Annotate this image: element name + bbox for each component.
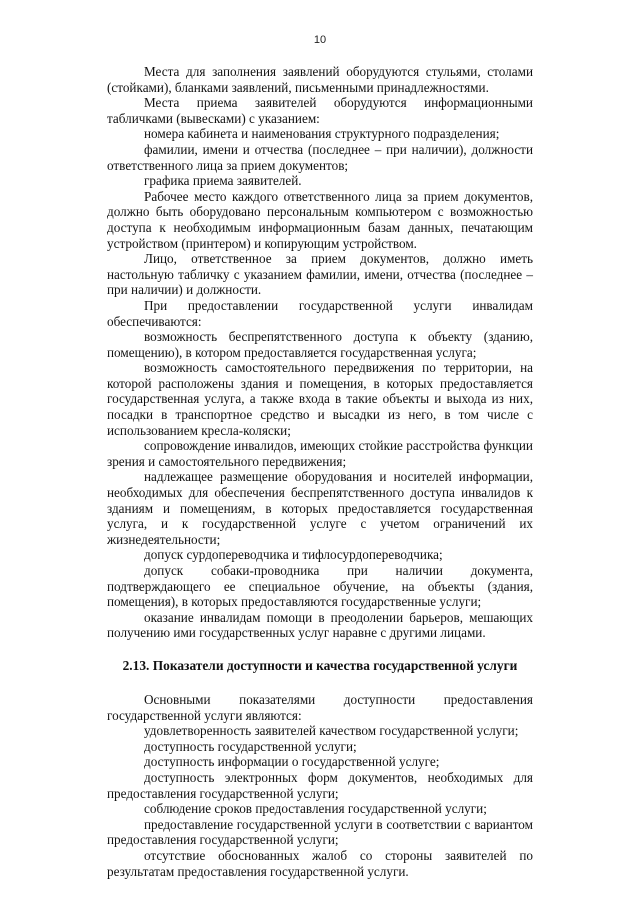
- paragraph: доступность государственной услуги;: [144, 738, 357, 754]
- paragraph: удовлетворенность заявителей качеством государственной услуги;: [144, 723, 519, 739]
- paragraph: возможность беспрепятственного доступа к объекту (зданию, помещению), в котором предоставляется государственная услуга;: [107, 329, 533, 360]
- paragraph: Места приема заявителей оборудуются информационными табличками (вывесками) с указанием:: [107, 95, 533, 126]
- page-number: 10: [313, 34, 327, 46]
- paragraph: Основными показателями доступности предоставления государственной услуги являются:: [107, 691, 533, 723]
- paragraph: сопровождение инвалидов, имеющих стойкие расстройства функции зрения и самостоятельного передвижения;: [107, 438, 533, 469]
- section-heading: 2.13. Показатели доступности и качества государственной услуги: [122, 657, 518, 673]
- paragraph: допуск собаки-проводника при наличии документа, подтверждающего ее специальное обучение, на объекты (здания, помещения), в которых предоставляются государственные услуги;: [107, 563, 533, 610]
- paragraph: допуск сурдопереводчика и тифлосурдопереводчика;: [144, 547, 443, 563]
- paragraph: соблюдение сроков предоставления государственной услуги;: [144, 801, 487, 817]
- document-body: [107, 64, 533, 879]
- paragraph: доступность электронных форм документов, необходимых для предоставления государственной услуги;: [107, 769, 533, 801]
- paragraph: графика приема заявителей.: [144, 173, 302, 189]
- paragraph: Лицо, ответственное за прием документов, должно иметь настольную табличку с указанием фамилии, имени, отчества (последнее – при наличии) и должности.: [107, 251, 533, 298]
- paragraph: оказание инвалидам помощи в преодолении барьеров, мешающих получению ими государственных услуг наравне с другими лицами.: [107, 609, 533, 641]
- paragraph: отсутствие обоснованных жалоб со стороны заявителей по результатам предоставления государственной услуги.: [107, 847, 533, 879]
- paragraph: фамилии, имени и отчества (последнее – при наличии), должности ответственного лица за прием документов;: [107, 141, 533, 173]
- paragraph: Рабочее место каждого ответственного лица за прием документов, должно быть оборудовано персональным компьютером с возможностью доступа к необходимым информационным базам данных, печатающим устройством (принтером) и копирующим устройством.: [107, 188, 533, 251]
- paragraph: возможность самостоятельного передвижения по территории, на которой расположены здания и помещения, в которых предоставляется государственная услуга, а также входа в такие объекты и выхода из них, посадки в транспортное средство и высадки из него, в том числе с использованием кресла-коляски;: [107, 360, 533, 438]
- paragraph: предоставление государственной услуги в соответствии с вариантом предоставления государственной услуги;: [107, 816, 533, 848]
- paragraph: Места для заполнения заявлений оборудуются стульями, столами (стойками), бланками заявлений, письменными принадлежностями.: [107, 64, 533, 95]
- paragraph: надлежащее размещение оборудования и носителей информации, необходимых для обеспечения беспрепятственного доступа инвалидов к зданиям и помещениям, в которых предоставляется государственная услуга, и к государственной услуге с учетом ограничений их жизнедеятельности;: [107, 469, 533, 547]
- paragraph: доступность информации о государственной услуге;: [144, 754, 440, 770]
- paragraph: При предоставлении государственной услуги инвалидам обеспечиваются:: [107, 297, 533, 329]
- paragraph: номера кабинета и наименования структурного подразделения;: [144, 126, 500, 142]
